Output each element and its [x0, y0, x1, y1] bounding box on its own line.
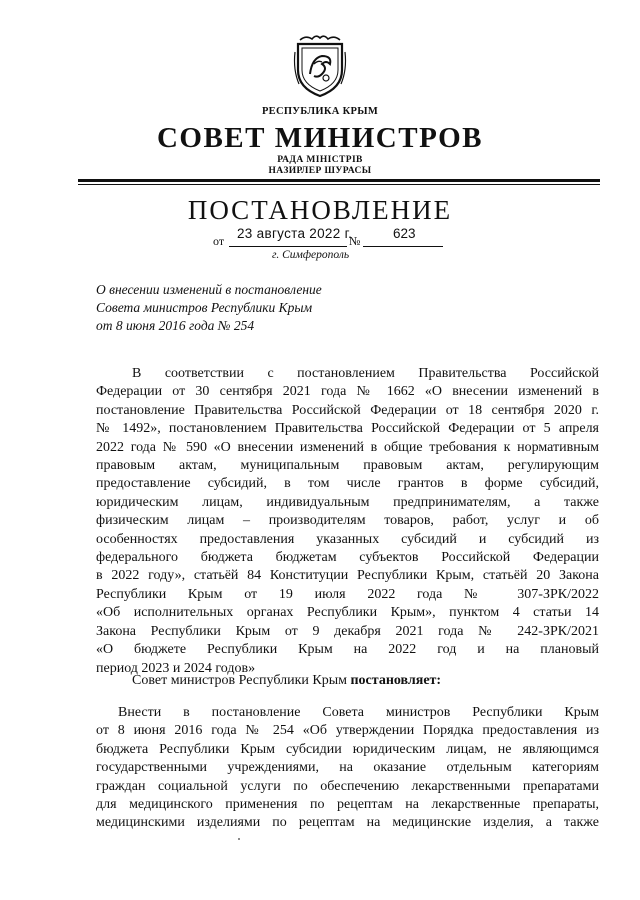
body-line: медицинскими изделиями по рецептам на медицинские изделия, а также	[96, 815, 599, 831]
handwritten-date: 23 августа 2022 г.	[237, 226, 353, 241]
subject-line: О внесении изменений в постановление	[96, 282, 322, 297]
body-line: особенностях предоставления указанных субсидий и субсидий из	[96, 531, 599, 547]
body-line: государственными учреждениями, на оказание отдельным категориям	[96, 760, 599, 776]
council-name: СОВЕТ МИНИСТРОВ	[156, 122, 484, 154]
number-prefix: №	[349, 234, 361, 248]
resolving-clause	[132, 672, 441, 690]
body-line: от 8 июня 2016 года № 254 «Об утверждении Порядка предоставления из	[96, 723, 599, 739]
decree-title: ПОСТАНОВЛЕНИЕ	[187, 195, 453, 225]
body-line: Внести в постановление Совета министров Республики Крым	[118, 705, 599, 720]
handwritten-number: 623	[393, 226, 416, 241]
resolving-clause-bold: постановляет:	[350, 673, 442, 688]
body-line: федерального бюджета бюджетам субъектов Российской Федерации	[96, 550, 599, 566]
preamble-paragraph	[96, 365, 599, 678]
city-name: г. Симферополь	[272, 249, 350, 261]
header-rule-thin	[78, 184, 600, 185]
body-line: «Об исполнительных органах Республики Крым», пунктом 4 статьи 14	[96, 605, 599, 621]
body-line: для медицинского применения по рецептам на лекарственные препараты,	[96, 797, 599, 813]
body-line: Федерации от 30 сентября 2021 года № 1662 «О внесении изменений в	[96, 384, 599, 400]
body-line: № 1492», постановлением Правительства Российской Федерации от 5 апреля	[96, 421, 599, 437]
body-line: постановление Правительства Российской Федерации от 18 сентября 2020 г.	[96, 402, 599, 418]
body-line: 2022 года № 590 «О внесении изменений в общие требования к нормативным	[96, 439, 599, 455]
body-line: бюджета Республики Крым субсидии юридическим лицам, не являющимся	[96, 741, 599, 757]
number-underline	[363, 246, 443, 247]
republic-name: РЕСПУБЛИКА КРЫМ	[261, 106, 379, 117]
date-underline	[229, 246, 347, 247]
body-line: правовым актам, муниципальным правовым актам, регулирующим	[96, 458, 599, 474]
body-line: период 2023 и 2024 годов»	[96, 660, 256, 676]
amendment-paragraph	[96, 704, 599, 833]
decree-subject	[96, 281, 456, 335]
body-line: в 2022 году», статьёй 84 Конституции Республики Крым, статьёй 20 Закона	[96, 568, 599, 584]
header-rule-thick	[78, 179, 600, 182]
coat-of-arms-icon	[292, 34, 348, 98]
body-line: «О бюджете Республики Крым на 2022 год и на плановый	[96, 642, 599, 658]
scan-speck	[238, 838, 240, 840]
body-line: юридическим лицам, индивидуальным предпринимателям, а также	[96, 494, 599, 510]
body-line: физическим лицам – производителям товаров, работ, услуг и об	[96, 513, 599, 529]
subject-line: Совета министров Республики Крым	[96, 300, 313, 315]
body-line: граждан социальной услуги по обеспечению лекарственными препаратами	[96, 778, 599, 794]
body-line: Закона Республики Крым от 9 декабря 2021 года № 242-ЗРК/2021	[96, 623, 599, 639]
subject-line: от 8 июня 2016 года № 254	[96, 318, 255, 333]
resolving-clause-text: Совет министров Республики Крым	[132, 673, 351, 688]
body-line: В соответствии с постановлением Правительства Российской	[132, 366, 599, 381]
council-name-ukrainian: РАДА МІНІСТРІВ	[277, 155, 363, 165]
date-prefix: от	[213, 234, 225, 248]
body-line: Республики Крым от 19 июля 2022 года № 307-ЗРК/2022	[96, 586, 599, 602]
body-line: предоставление субсидий, в том числе грантов в форме субсидий,	[96, 476, 599, 492]
council-name-crimean-tatar: НАЗИРЛЕР ШУРАСЫ	[268, 166, 372, 176]
decree-date-number-line	[213, 226, 443, 248]
